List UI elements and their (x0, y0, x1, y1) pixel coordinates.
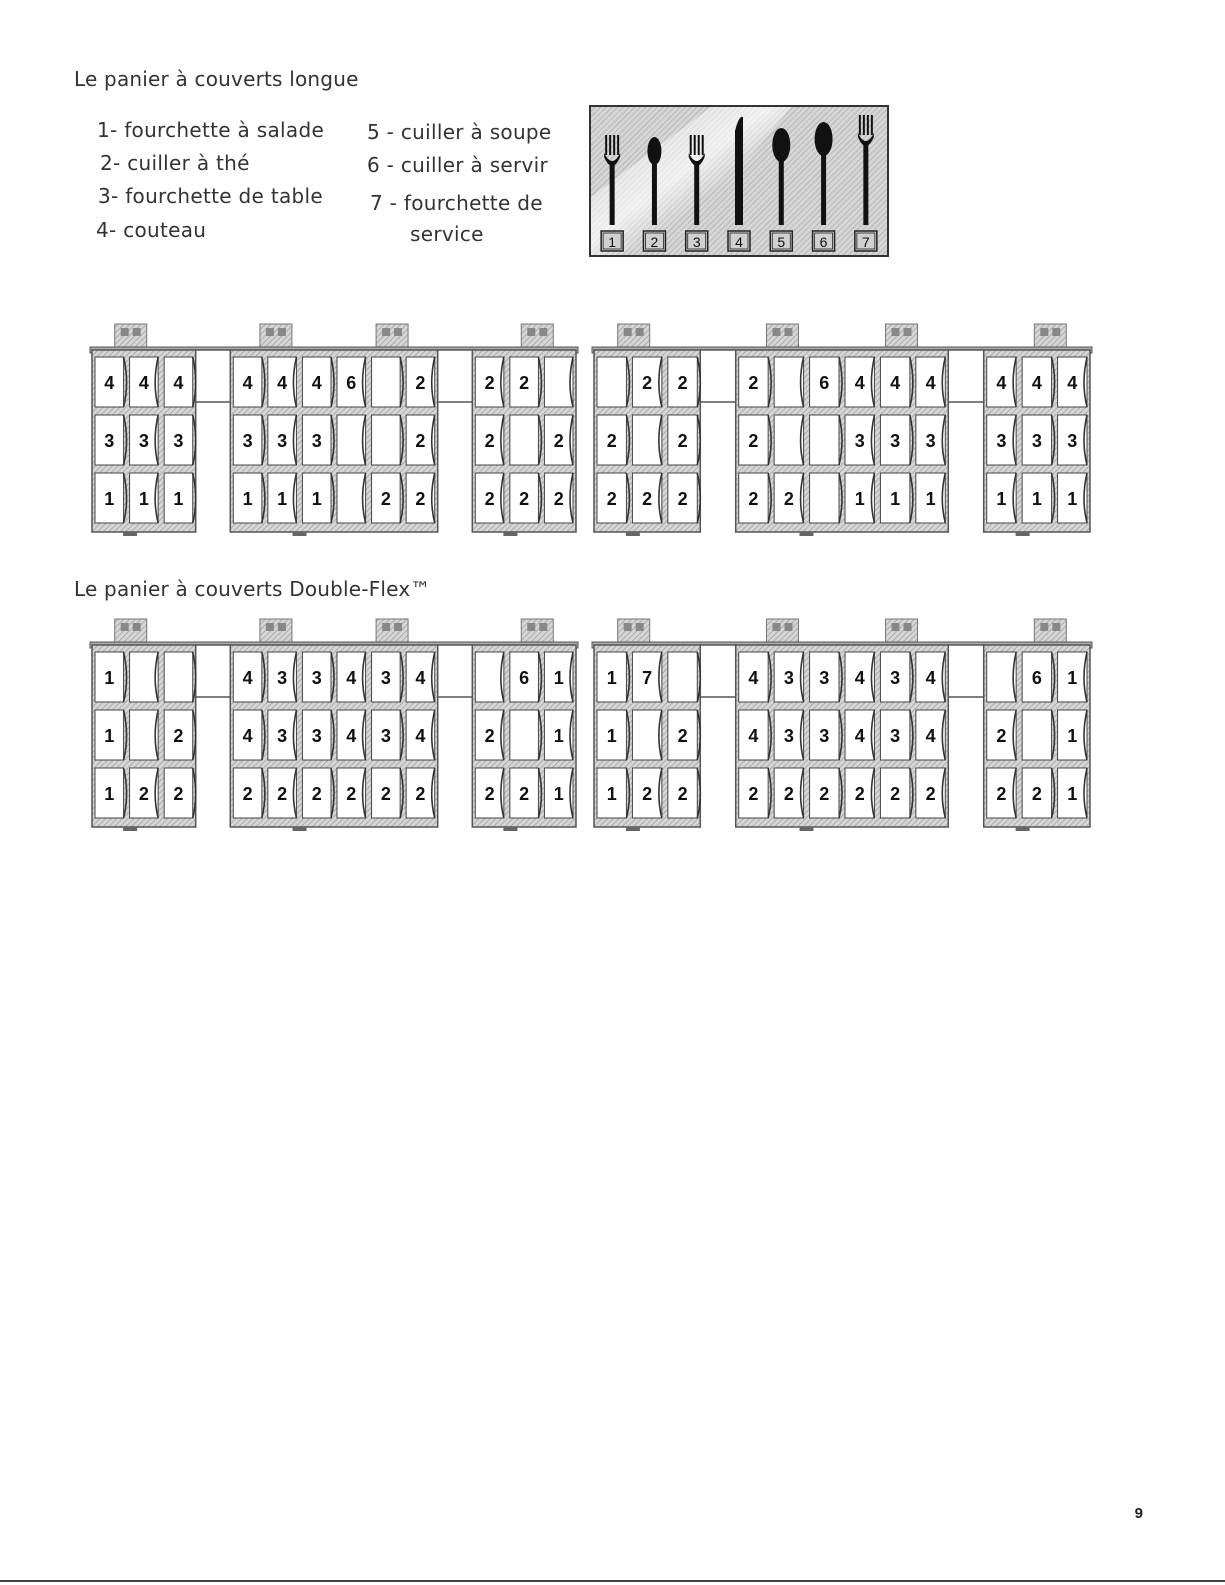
compartment-number: 3 (104, 431, 115, 451)
compartment-number: 6 (1031, 668, 1042, 688)
flex-basket-title: Le panier à couverts Double-Flex™ (74, 577, 431, 601)
compartment-number: 3 (819, 726, 830, 746)
long-basket-right-svg (590, 320, 1094, 548)
compartment-number: 4 (104, 373, 115, 393)
compartment-number: 1 (890, 489, 901, 509)
compartment-number: 2 (484, 726, 495, 746)
legend-item-1: 1- fourchette à salade (97, 118, 325, 142)
compartment-number: 3 (783, 726, 794, 746)
long-basket-right (590, 320, 1094, 548)
compartment-number: 2 (642, 784, 653, 804)
compartment-number: 3 (996, 431, 1007, 451)
compartment-number: 1 (277, 489, 288, 509)
long-basket-left-svg (88, 320, 580, 548)
utensil-illustration (589, 105, 889, 257)
compartment-number: 2 (890, 784, 901, 804)
compartment-number: 1 (173, 489, 184, 509)
compartment-number: 2 (748, 373, 759, 393)
compartment-number: 4 (925, 373, 936, 393)
compartment-number: 2 (677, 784, 688, 804)
compartment-number: 2 (415, 489, 426, 509)
compartment-number: 3 (854, 431, 865, 451)
long-basket-left (88, 320, 580, 548)
compartment-number: 3 (783, 668, 794, 688)
compartment-number: 1 (606, 726, 617, 746)
legend-item-6: 6 - cuiller à servir (367, 153, 549, 177)
compartment-number: 4 (748, 668, 759, 688)
flex-basket-left (88, 615, 580, 843)
compartment-number: 3 (380, 726, 391, 746)
compartment-number: 4 (138, 373, 149, 393)
compartment-number: 1 (996, 489, 1007, 509)
compartment-number: 2 (606, 489, 617, 509)
compartment-number: 1 (1067, 489, 1078, 509)
compartment-number: 3 (311, 726, 322, 746)
compartment-number: 2 (415, 373, 426, 393)
compartment-number: 1 (606, 784, 617, 804)
compartment-number: 2 (519, 373, 530, 393)
compartment-number: 4 (311, 373, 322, 393)
legend-item-3: 3- fourchette de table (98, 184, 323, 208)
legend-item-7: 7 - fourchette de (370, 191, 543, 215)
compartment-number: 4 (854, 668, 865, 688)
flex-basket-right (590, 615, 1094, 843)
compartment-number: 3 (138, 431, 149, 451)
compartment-number: 4 (346, 726, 357, 746)
serving-spoon-icon (813, 122, 835, 251)
compartment-number: 2 (346, 784, 357, 804)
compartment-number: 4 (242, 373, 253, 393)
compartment-number: 1 (242, 489, 253, 509)
compartment-number: 2 (642, 489, 653, 509)
compartment-number: 4 (925, 668, 936, 688)
compartment-number: 1 (854, 489, 865, 509)
soup-spoon-icon (770, 128, 792, 251)
compartment-number: 2 (484, 784, 495, 804)
compartment-number: 2 (996, 726, 1007, 746)
compartment-number: 1 (311, 489, 322, 509)
compartment-number: 4 (1067, 373, 1078, 393)
compartment-number: 1 (138, 489, 149, 509)
compartment-number: 4 (1031, 373, 1042, 393)
compartment-number: 2 (380, 784, 391, 804)
compartment-number: 1 (1067, 784, 1078, 804)
compartment-number: 2 (553, 489, 564, 509)
compartment-number: 2 (1031, 784, 1042, 804)
compartment-number: 4 (242, 668, 253, 688)
utensil-number-label: 5 (777, 234, 786, 250)
compartment-number: 1 (104, 668, 115, 688)
legend-item-4: 4- couteau (96, 218, 207, 242)
compartment-number: 1 (104, 489, 115, 509)
compartment-number: 2 (783, 784, 794, 804)
flex-basket-right-svg (590, 615, 1094, 843)
compartment-number: 4 (854, 726, 865, 746)
compartment-number: 1 (104, 726, 115, 746)
compartment-number: 3 (890, 668, 901, 688)
utensil-number-label: 7 (861, 234, 870, 250)
compartment-number: 2 (996, 784, 1007, 804)
compartment-number: 2 (783, 489, 794, 509)
compartment-number: 2 (173, 784, 184, 804)
compartment-number: 4 (854, 373, 865, 393)
compartment-number: 2 (677, 373, 688, 393)
utensil-number-label: 1 (608, 234, 617, 250)
compartment-number: 2 (748, 489, 759, 509)
compartment-number: 1 (1067, 668, 1078, 688)
compartment-number: 3 (277, 431, 288, 451)
compartment-number: 4 (996, 373, 1007, 393)
compartment-number: 3 (890, 726, 901, 746)
compartment-number: 2 (819, 784, 830, 804)
compartment-number: 3 (819, 668, 830, 688)
legend-item-7-cont: service (410, 222, 484, 246)
compartment-number: 3 (242, 431, 253, 451)
compartment-number: 2 (311, 784, 322, 804)
compartment-number: 2 (925, 784, 936, 804)
compartment-number: 2 (553, 431, 564, 451)
compartment-number: 2 (748, 431, 759, 451)
compartment-number: 2 (242, 784, 253, 804)
compartment-number: 2 (748, 784, 759, 804)
compartment-number: 1 (104, 784, 115, 804)
compartment-number: 2 (415, 431, 426, 451)
utensil-number-label: 2 (650, 234, 659, 250)
compartment-number: 1 (925, 489, 936, 509)
compartment-number: 3 (925, 431, 936, 451)
compartment-number: 3 (277, 726, 288, 746)
legend-item-2: 2- cuiller à thé (100, 151, 250, 175)
compartment-number: 2 (484, 373, 495, 393)
compartment-number: 4 (242, 726, 253, 746)
utensil-number-label: 3 (692, 234, 701, 250)
compartment-number: 4 (890, 373, 901, 393)
compartment-number: 4 (346, 668, 357, 688)
compartment-number: 4 (415, 726, 426, 746)
compartment-number: 3 (380, 668, 391, 688)
compartment-number: 1 (553, 726, 564, 746)
compartment-number: 4 (173, 373, 184, 393)
compartment-number: 2 (277, 784, 288, 804)
serving-fork-icon (855, 115, 877, 251)
compartment-number: 2 (677, 489, 688, 509)
compartment-number: 2 (677, 431, 688, 451)
compartment-number: 3 (311, 668, 322, 688)
compartment-number: 4 (415, 668, 426, 688)
compartment-number: 4 (748, 726, 759, 746)
long-basket-title: Le panier à couverts longue (74, 67, 359, 91)
utensil-illustration-svg (591, 107, 887, 255)
compartment-number: 3 (173, 431, 184, 451)
compartment-number: 2 (173, 726, 184, 746)
footer-rule (0, 1580, 1225, 1582)
compartment-number: 1 (1031, 489, 1042, 509)
compartment-number: 2 (606, 431, 617, 451)
compartment-number: 6 (346, 373, 357, 393)
compartment-number: 1 (553, 784, 564, 804)
compartment-number: 4 (925, 726, 936, 746)
compartment-number: 3 (890, 431, 901, 451)
compartment-number: 3 (1067, 431, 1078, 451)
compartment-number: 1 (1067, 726, 1078, 746)
compartment-number: 7 (642, 668, 653, 688)
compartment-number: 6 (819, 373, 830, 393)
compartment-number: 2 (415, 784, 426, 804)
compartment-number: 4 (277, 373, 288, 393)
compartment-number: 6 (519, 668, 530, 688)
compartment-number: 3 (277, 668, 288, 688)
compartment-number: 3 (1031, 431, 1042, 451)
utensil-number-label: 4 (735, 234, 743, 250)
compartment-number: 2 (484, 431, 495, 451)
compartment-number: 2 (642, 373, 653, 393)
compartment-number: 2 (677, 726, 688, 746)
legend-item-5: 5 - cuiller à soupe (367, 120, 552, 144)
compartment-number: 2 (138, 784, 149, 804)
compartment-number: 3 (311, 431, 322, 451)
compartment-number: 2 (519, 784, 530, 804)
page-number: 9 (1134, 1505, 1143, 1522)
compartment-number: 2 (854, 784, 865, 804)
compartment-number: 1 (606, 668, 617, 688)
compartment-number: 2 (380, 489, 391, 509)
compartment-number: 2 (519, 489, 530, 509)
flex-basket-left-svg (88, 615, 580, 843)
compartment-number: 1 (553, 668, 564, 688)
compartment-number: 2 (484, 489, 495, 509)
utensil-number-label: 6 (819, 234, 828, 250)
